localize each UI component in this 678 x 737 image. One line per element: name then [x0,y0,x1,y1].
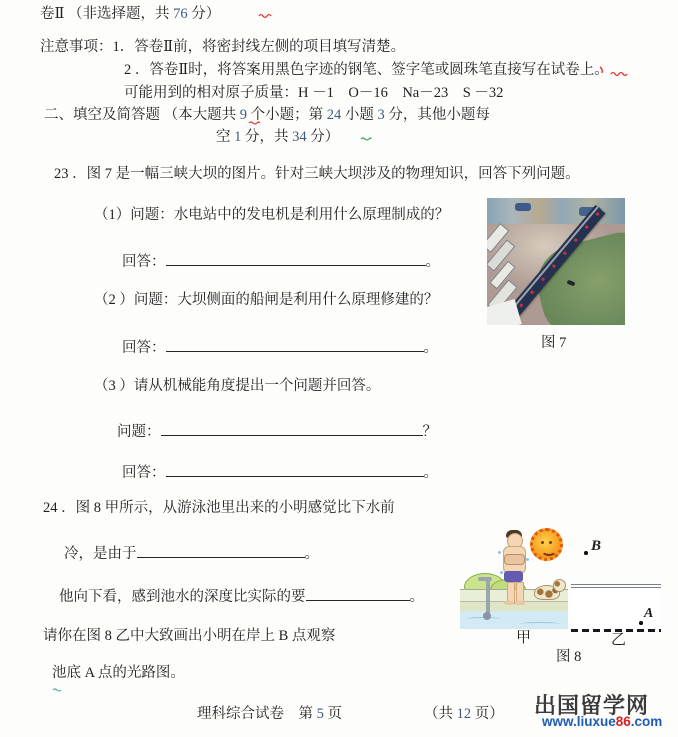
q23-answer-line-3 [122,462,438,482]
section-heading-text: 分） [306,129,340,145]
figure7-dam-photo [487,198,625,325]
q23-sub1: （1）问题：水电站中的发电机是利用什么原理制成的？ [94,207,450,223]
notes-line-1: 注意事项：1．答卷Ⅱ前，将密封线左侧的项目填写清楚。 [40,39,406,55]
answer-blank [137,543,305,558]
period: 。 [304,545,319,562]
answer-blank [166,462,424,477]
answer-blank [166,251,426,266]
notes-line-2: 2 ．答卷Ⅱ时，将答案用黑色字迹的钢笔、签字笔或圆珠笔直接写在试卷上。 [124,62,609,78]
period: 。 [425,253,440,270]
atomic-mass-line: 可能用到的相对原子质量：H －1 O－16 Na－23 S －32 [124,85,504,101]
figure8-caption: 图 8 [556,649,582,665]
pool-ladder-knob [483,612,491,620]
paper-title [40,6,220,23]
answer-blank [166,337,424,352]
point-a-label: A [644,606,654,621]
section-q24-points: 3 [377,107,385,123]
watermark-url-number: 86 [615,714,631,729]
swimmer-foot [515,601,525,605]
footer-total-number: 12 [456,706,472,722]
dam-structure [515,203,531,211]
red-tick-icon [598,66,606,74]
section-count: 9 [239,107,247,123]
question-mark: ？ [422,423,437,440]
period: 。 [423,339,438,356]
q24-line5: 池底 A 点的光路图。 [52,665,185,681]
answer-label: 回答： [122,253,166,270]
figure8-jia-label: 甲 [516,630,532,646]
teal-squiggle-icon [52,687,62,693]
section-blank-points: 1 [234,129,242,145]
watermark-url-suffix: .com [630,714,663,729]
figure8-yi-label: 乙 [611,632,627,648]
section-heading-text: 分，其他小题每 [384,107,490,123]
footer-total-pre: （共 [424,706,457,722]
water-wave [520,622,560,626]
q24-line2-text: 冷，是由于 [64,545,137,562]
dog-head [553,579,566,592]
answer-label: 回答： [122,464,166,481]
answer-blank [306,586,410,601]
red-squiggle-icon [610,70,628,77]
sun-icon [530,528,563,561]
q24-stem: 24 ．图 8 甲所示，从游泳池里出来的小明感觉比下水前 [43,500,395,516]
footer-page-number: 5 [316,706,324,722]
paper-title-tail: 分） [187,6,221,22]
water-drop [498,551,501,554]
q23-question-line [117,421,437,441]
answer-label: 回答： [122,339,166,356]
swimmer-foot [504,601,513,605]
swimmer-trunks [504,571,523,582]
q24-line4: 请你在图 8 乙中大致画出小明在岸上 B 点观察 [43,628,336,644]
footer-page-right [424,706,504,723]
point-b-dot [584,551,588,555]
water-drop [526,558,529,561]
section-heading-text: 分，共 [241,129,293,145]
q24-line3-text: 他向下看，感到池水的深度比实际的要 [59,588,306,605]
paper-title-points: 76 [173,6,188,22]
period: 。 [423,464,438,481]
swimmer-crossed-arms [504,554,525,565]
q24-blank-line-2 [59,586,424,606]
red-squiggle-icon [258,12,272,19]
q23-sub2: （2 ）问题：大坝侧面的船闸是利用什么原理修建的？ [94,292,439,308]
figure8-jia-scene [460,527,568,629]
footer-total-post: 页） [471,706,504,722]
figure7-caption: 图 7 [541,335,567,351]
paper-title-text: 卷Ⅱ （非选择题，共 [40,6,174,22]
q24-blank-line-1 [64,543,319,563]
section-heading-line-1 [44,107,490,124]
watermark-url [542,714,662,729]
sun-smile [541,544,557,556]
section-heading-text: 个小题；第 [247,107,327,123]
red-squiggle-icon [248,120,261,126]
footer-page-word: 页 [323,706,342,722]
watermark-logo: 出国留学网 [534,693,650,718]
section-q24-num: 24 [326,107,342,123]
sun-eye [541,541,544,544]
q23-stem: 23 ．图 7 是一幅三峡大坝的图片。针对三峡大坝涉及的物理知识，回答下列问题。 [54,166,580,182]
footer-title: 理科综合试卷 第 [197,706,317,722]
footer-page-left [197,706,342,723]
green-squiggle-icon [360,136,372,142]
q23-sub3: （3 ）请从机械能角度提出一个问题并回答。 [94,378,381,394]
question-label: 问题： [117,423,161,440]
dam-far-shore [487,198,625,224]
section-heading-text: 空 [216,129,235,145]
q23-answer-line-2 [122,337,438,357]
period: 。 [409,588,424,605]
question-blank [161,421,423,436]
section-heading-line-2 [216,129,339,146]
watermark-url-prefix: www.liuxue [542,714,616,729]
water-drop [500,571,503,574]
section-heading-text: 小题 [341,107,378,123]
point-a-dot [639,621,643,625]
section-heading-text: 二、填空及简答题 （本大题共 [44,107,240,123]
q23-answer-line-1 [122,251,440,271]
section-total-points: 34 [292,129,307,145]
pool-ladder-post [486,579,490,613]
point-b-label: B [591,538,602,554]
